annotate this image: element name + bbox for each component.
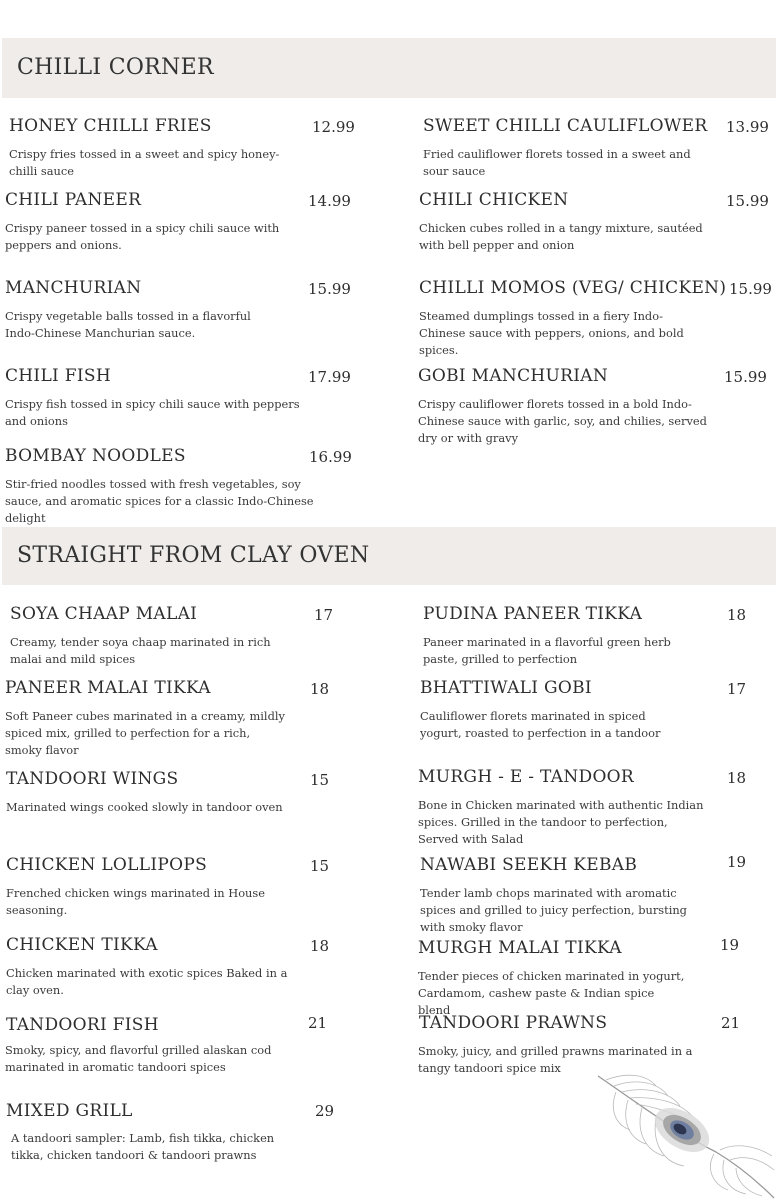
- item-name: CHICKEN LOLLIPOPS: [6, 855, 208, 875]
- section-title: CHILLI CORNER: [17, 55, 214, 80]
- item-description: Chicken cubes rolled in a tangy mixture, sautéed with bell pepper and onion: [419, 221, 703, 252]
- item-price: 17: [314, 606, 334, 624]
- item-name: SWEET CHILLI CAULIFLOWER: [423, 116, 708, 136]
- item-description: Crispy cauliflower florets tossed in a bold Indo-Chinese sauce with garlic, soy, and chilies, served dry or with gravy: [418, 397, 707, 445]
- item-description: Frenched chicken wings marinated in House seasoning.: [6, 886, 265, 917]
- item-name: TANDOORI PRAWNS: [419, 1013, 608, 1033]
- item-price: 17.99: [308, 368, 351, 386]
- item-price: 19: [727, 853, 747, 871]
- item-name: CHILLI MOMOS (VEG/ CHICKEN): [419, 278, 727, 298]
- item-description: Paneer marinated in a flavorful green herb paste, grilled to perfection: [423, 635, 671, 666]
- peacock-feather-illustration: [596, 1072, 776, 1200]
- item-description: Smoky, spicy, and flavorful grilled alaskan cod marinated in aromatic tandoori spices: [5, 1043, 272, 1074]
- item-description: Crispy vegetable balls tossed in a flavorful Indo-Chinese Manchurian sauce.: [5, 309, 251, 340]
- item-price: 21: [308, 1014, 328, 1032]
- item-name: MIXED GRILL: [6, 1101, 133, 1121]
- item-description: Marinated wings cooked slowly in tandoor oven: [6, 800, 283, 814]
- item-name: CHILI FISH: [5, 366, 111, 386]
- item-price: 18: [310, 680, 330, 698]
- item-name: CHICKEN TIKKA: [6, 935, 158, 955]
- item-price: 14.99: [308, 192, 351, 210]
- item-name: BOMBAY NOODLES: [5, 446, 186, 466]
- item-price: 15: [310, 771, 330, 789]
- item-name: CHILI PANEER: [5, 190, 142, 210]
- item-price: 29: [315, 1102, 335, 1120]
- item-description: Crispy fries tossed in a sweet and spicy honey-chilli sauce: [9, 147, 280, 178]
- item-name: TANDOORI FISH: [6, 1015, 159, 1035]
- item-name: MANCHURIAN: [5, 278, 142, 298]
- item-price: 15.99: [729, 280, 772, 298]
- item-description: Bone in Chicken marinated with authentic Indian spices. Grilled in the tandoor to perfection, Served with Salad: [418, 798, 704, 846]
- item-name: PUDINA PANEER TIKKA: [423, 604, 643, 624]
- item-price: 13.99: [726, 118, 769, 136]
- item-price: 17: [727, 680, 747, 698]
- item-name: MURGH MALAI TIKKA: [418, 938, 622, 958]
- item-name: SOYA CHAAP MALAI: [10, 604, 198, 624]
- item-name: MURGH - E - TANDOOR: [418, 767, 635, 787]
- item-price: 16.99: [309, 448, 352, 466]
- item-price: 12.99: [312, 118, 355, 136]
- item-price: 18: [310, 937, 330, 955]
- item-name: BHATTIWALI GOBI: [420, 678, 592, 698]
- item-description: Steamed dumplings tossed in a fiery Indo-Chinese sauce with peppers, onions, and bold spices.: [419, 309, 684, 357]
- item-description: Smoky, juicy, and grilled prawns marinated in a tangy tandoori spice mix: [418, 1044, 693, 1075]
- item-name: TANDOORI WINGS: [6, 769, 179, 789]
- item-name: PANEER MALAI TIKKA: [5, 678, 211, 698]
- item-price: 18: [727, 769, 747, 787]
- item-name: CHILI CHICKEN: [419, 190, 569, 210]
- item-description: Fried cauliflower florets tossed in a sweet and sour sauce: [423, 147, 691, 178]
- item-description: Crispy fish tossed in spicy chili sauce with peppers and onions: [5, 397, 300, 428]
- item-price: 21: [721, 1014, 741, 1032]
- section-title: STRAIGHT FROM CLAY OVEN: [17, 543, 370, 568]
- item-description: Chicken marinated with exotic spices Baked in a clay oven.: [6, 966, 288, 997]
- item-price: 19: [720, 936, 740, 954]
- item-price: 15.99: [308, 280, 351, 298]
- item-description: Crispy paneer tossed in a spicy chili sauce with peppers and onions.: [5, 221, 280, 252]
- item-name: GOBI MANCHURIAN: [418, 366, 609, 386]
- item-description: Stir-fried noodles tossed with fresh vegetables, soy sauce, and aromatic spices for a classic Indo-Chinese delight: [5, 477, 314, 525]
- item-name: NAWABI SEEKH KEBAB: [420, 855, 638, 875]
- item-price: 15: [310, 857, 330, 875]
- item-name: HONEY CHILLI FRIES: [9, 116, 212, 136]
- item-description: A tandoori sampler: Lamb, fish tikka, chicken tikka, chicken tandoori & tandoori prawns: [11, 1131, 275, 1162]
- item-price: 18: [727, 606, 747, 624]
- item-price: 15.99: [724, 368, 767, 386]
- item-description: Tender lamb chops marinated with aromatic spices and grilled to juicy perfection, bursting with smoky flavor: [420, 886, 687, 934]
- item-price: 15.99: [726, 192, 769, 210]
- item-description: Tender pieces of chicken marinated in yogurt, Cardamom, cashew paste & Indian spice blend: [418, 969, 685, 1017]
- item-description: Soft Paneer cubes marinated in a creamy, mildly spiced mix, grilled to perfection for a rich, smoky flavor: [5, 709, 285, 757]
- item-description: Cauliflower florets marinated in spiced yogurt, roasted to perfection in a tandoor: [420, 709, 661, 740]
- item-description: Creamy, tender soya chaap marinated in rich malai and mild spices: [10, 635, 271, 666]
